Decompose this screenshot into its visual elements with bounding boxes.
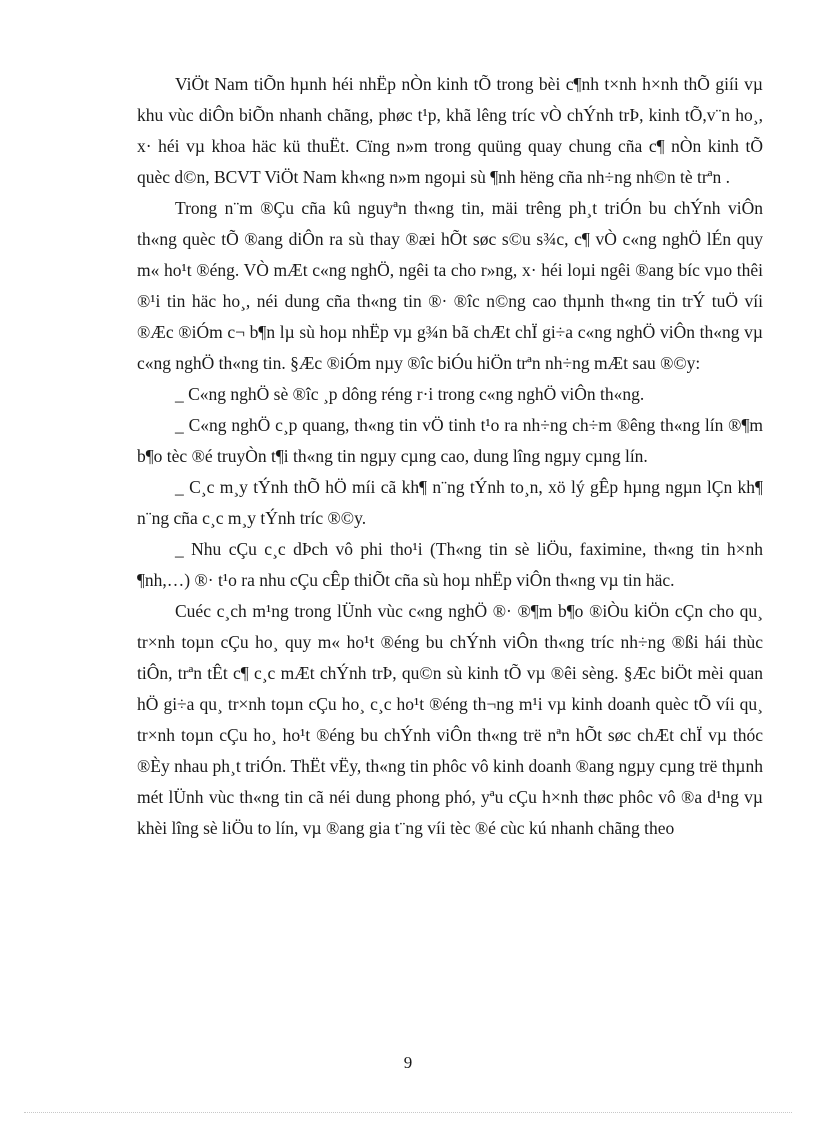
- bullet-fiber-satellite: _ C«ng nghÖ c¸p quang, th«ng tin vÖ tinh t¹o ra nh÷ng ch÷m ®êng th«ng lín ®¶m b¶o tèc ®é truyÒn t¶i th«ng tin ngµy cµng cao, dung lîng ngµy cµng lín.: [137, 415, 763, 466]
- bullet-new-computers: _ C¸c m¸y tÝnh thÕ hÖ míi cã kh¶ n¨ng tÝnh to¸n, xö lý gÊp hµng ngµn lÇn kh¶ n¨ng cña c¸c m¸y tÝnh tríc ®©y.: [137, 477, 763, 528]
- paragraph-information-era: Trong n¨m ®Çu cña kû nguyªn th«ng tin, mäi trêng ph¸t triÓn bu chÝnh viÔn th«ng quèc tÕ ®ang diÔn ra sù thay ®æi hÕt søc s©u s¾c, c¶ vÒ c«ng nghÖ lÉn quy m« ho¹t ®éng. VÒ mÆt c«ng nghÖ, ngêi ta cho r»ng, x· héi loµi ngêi ®ang bíc vµo thêi ®¹i tin häc ho¸, néi dung cña th«ng tin ®· ®îc n©ng cao thµnh th«ng tin trÝ tuÖ víi ®Æc ®iÓm c¬ b¶n lµ sù hoµ nhËp vµ g¾n bã chÆt chÏ gi÷a c«ng nghÖ viÔn th«ng vµ c«ng nghÖ th«ng tin. §Æc ®iÓm nµy ®îc biÓu hiÖn trªn nh÷ng mÆt sau ®©y:: [137, 198, 763, 373]
- page-number: 9: [403, 1053, 413, 1072]
- paragraph-intro: ViÖt Nam tiÕn hµnh héi nhËp nÒn kinh tÕ trong bèi c¶nh t×nh h×nh thÕ giíi vµ khu vùc diÔn biÕn nhanh chãng, phøc t¹p, khã lêng tríc vÒ chÝnh trÞ, kinh tÕ,v¨n ho¸, x· héi vµ khoa häc kü thuËt. Cïng n»m trong quüng quay chung cña c¶ nÒn kinh tÕ quèc d©n, BCVT ViÖt Nam kh«ng n»m ngoµi sù ¶nh hëng cña nh÷ng nh©n tè trªn .: [137, 74, 763, 187]
- bullet-non-voice-services: _ Nhu cÇu c¸c dÞch vô phi tho¹i (Th«ng tin sè liÖu, faximine, th«ng tin h×nh ¶nh,…) ®· t¹o ra nhu cÇu cÊp thiÕt cña sù hoµ nhËp viÔn th«ng vµ tin häc.: [137, 539, 763, 590]
- footer-divider: [24, 1112, 792, 1113]
- bullet-digital-technology: _ C«ng nghÖ sè ®îc ¸p dông réng r·i trong c«ng nghÖ viÔn th«ng.: [175, 384, 645, 404]
- body-text: [137, 69, 763, 844]
- paragraph-globalization: Cuéc c¸ch m¹ng trong lÜnh vùc c«ng nghÖ ®· ®¶m b¶o ®iÒu kiÖn cÇn cho qu¸ tr×nh toµn cÇu ho¸ quy m« ho¹t ®éng bu chÝnh viÔn th«ng tríc nh÷ng ®ßi hái thùc tiÔn, trªn tÊt c¶ c¸c mÆt chÝnh trÞ, qu©n sù kinh tÕ vµ ®êi sèng. §Æc biÖt mèi quan hÖ gi÷a qu¸ tr×nh toµn cÇu ho¸ c¸c ho¹t ®éng th¬ng m¹i vµ kinh doanh quèc tÕ víi qu¸ tr×nh toµn cÇu ho¸ ho¹t ®éng bu chÝnh viÔn th«ng trë nªn hÕt søc chÆt chÏ vµ thóc ®Èy nhau ph¸t triÓn. ThËt vËy, th«ng tin phôc vô kinh doanh ®ang ngµy cµng trë thµnh mét lÜnh vùc th«ng tin cã néi dung phong phó, yªu cÇu h×nh thøc phôc vô ®a d¹ng vµ khèi lîng sè liÖu to lín, vµ ®ang gia t¨ng víi tèc ®é cùc kú nhanh chãng theo: [137, 601, 763, 838]
